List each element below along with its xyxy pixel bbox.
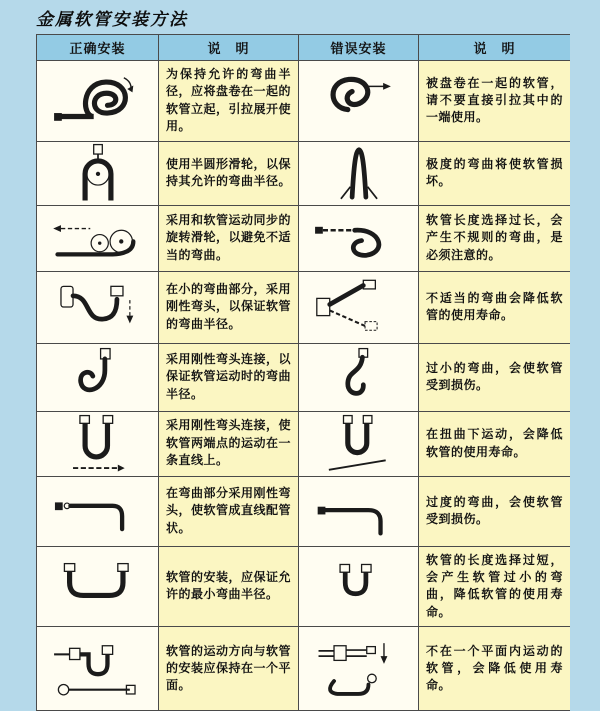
wrong-install-cell xyxy=(299,477,419,547)
correct-desc-cell xyxy=(159,272,299,344)
wrong-desc-cell xyxy=(419,61,570,142)
wrong-install-cell xyxy=(299,412,419,477)
correct-description: 使用半圆形滑轮，以保持其允许的弯曲半径。 xyxy=(166,156,292,189)
min-bend-radius-icon xyxy=(46,555,150,617)
table-body xyxy=(37,61,569,710)
correct-description: 采用刚性弯头连接，使软管两端点的运动在一条直线上。 xyxy=(166,418,292,468)
wrong-description: 不适当的弯曲会降低软管的使用寿命。 xyxy=(426,290,563,323)
twisted-motion-icon xyxy=(307,413,411,475)
table-row xyxy=(37,477,569,547)
wrong-description: 极度的弯曲将使软管损坏。 xyxy=(426,156,563,189)
correct-desc-cell xyxy=(159,477,299,547)
table-row xyxy=(37,206,569,272)
improper-bend-icon xyxy=(307,276,411,338)
wrong-description: 不在一个平面内运动的软管，会降低使用寿命。 xyxy=(426,643,563,693)
rigid-elbow-small-bend-icon xyxy=(46,276,150,338)
correct-description: 软管的运动方向与软管的安装应保持在一个平面。 xyxy=(166,643,292,693)
table-row xyxy=(37,547,569,628)
correct-description: 在弯曲部分采用刚性弯头，使软管成直线配管状。 xyxy=(166,485,292,535)
wrong-install-cell xyxy=(299,272,419,344)
wrong-description: 过小的弯曲，会使软管受到损伤。 xyxy=(426,360,563,393)
wrong-install-cell xyxy=(299,206,419,272)
wrong-description: 过度的弯曲，会使软管受到损伤。 xyxy=(426,494,563,527)
rotating-pulley-icon xyxy=(46,207,150,269)
irregular-bend-icon xyxy=(307,207,411,269)
wrong-desc-cell xyxy=(419,142,570,206)
wrong-desc-cell xyxy=(419,272,570,344)
correct-desc-cell xyxy=(159,412,299,477)
same-plane-motion-icon xyxy=(46,638,150,700)
wrong-desc-cell xyxy=(419,547,570,628)
installation-table xyxy=(36,34,570,711)
wrong-description: 被盘卷在一起的软管，请不要直接引拉其中的一端使用。 xyxy=(426,75,563,125)
wrong-install-cell xyxy=(299,61,419,142)
correct-desc-cell xyxy=(159,61,299,142)
table-row xyxy=(37,272,569,344)
correct-description: 软管的安装，应保证允许的最小弯曲半径。 xyxy=(166,569,292,602)
over-bend-icon xyxy=(307,480,411,542)
wrong-desc-cell xyxy=(419,477,570,547)
correct-description: 采用刚性弯头连接，以保证软管运动时的弯曲半径。 xyxy=(166,351,292,401)
correct-install-cell xyxy=(37,272,159,344)
standing-coil-icon xyxy=(46,70,150,132)
wrong-description: 软管长度选择过长，会产生不规则的弯曲，是必须注意的。 xyxy=(426,212,563,262)
too-small-bend-icon xyxy=(307,346,411,408)
semicircular-pulley-icon xyxy=(46,142,150,204)
header-wrong-desc: 说 明 xyxy=(419,35,570,61)
correct-desc-cell xyxy=(159,206,299,272)
correct-desc-cell xyxy=(159,344,299,412)
pulled-coil-icon xyxy=(307,70,411,132)
table-row xyxy=(37,344,569,412)
wrong-description: 软管的长度选择过短，会产生软管过小的弯曲，降低软管的使用寿命。 xyxy=(426,552,563,619)
correct-install-cell xyxy=(37,61,159,142)
wrong-desc-cell xyxy=(419,344,570,412)
table-header xyxy=(37,35,569,61)
correct-install-cell xyxy=(37,412,159,477)
correct-description: 采用和软管运动同步的旋转滑轮，以避免不适当的弯曲。 xyxy=(166,212,292,262)
wrong-description: 在扭曲下运动，会降低软管的使用寿命。 xyxy=(426,427,563,459)
correct-description: 为保持允许的弯曲半径，应将盘卷在一起的软管立起，引拉展开使用。 xyxy=(166,67,292,134)
correct-desc-cell xyxy=(159,142,299,206)
wrong-install-cell xyxy=(299,547,419,628)
u-bend-inline-icon xyxy=(46,413,150,475)
table-row xyxy=(37,61,569,142)
straight-pipe-elbow-icon xyxy=(46,480,150,542)
too-short-hose-icon xyxy=(307,555,411,617)
rigid-elbow-connection-icon xyxy=(46,346,150,408)
correct-install-cell xyxy=(37,547,159,628)
correct-install-cell xyxy=(37,142,159,206)
page-title: 金属软管安装方法 xyxy=(36,10,188,29)
header-correct-desc: 说 明 xyxy=(159,35,299,61)
correct-install-cell xyxy=(37,344,159,412)
wrong-desc-cell xyxy=(419,206,570,272)
table-row xyxy=(37,412,569,477)
wrong-install-cell xyxy=(299,142,419,206)
correct-install-cell xyxy=(37,206,159,272)
correct-desc-cell xyxy=(159,547,299,628)
correct-description: 在小的弯曲部分，采用刚性弯头，以保证软管的弯曲半径。 xyxy=(166,281,292,331)
out-of-plane-icon xyxy=(307,638,411,700)
wrong-desc-cell xyxy=(419,412,570,477)
table-row xyxy=(37,142,569,206)
wrong-install-cell xyxy=(299,344,419,412)
header-wrong-install: 错误安装 xyxy=(299,35,419,61)
correct-install-cell xyxy=(37,477,159,547)
extreme-bend-icon xyxy=(307,142,411,204)
header-correct-install: 正确安装 xyxy=(37,35,159,61)
